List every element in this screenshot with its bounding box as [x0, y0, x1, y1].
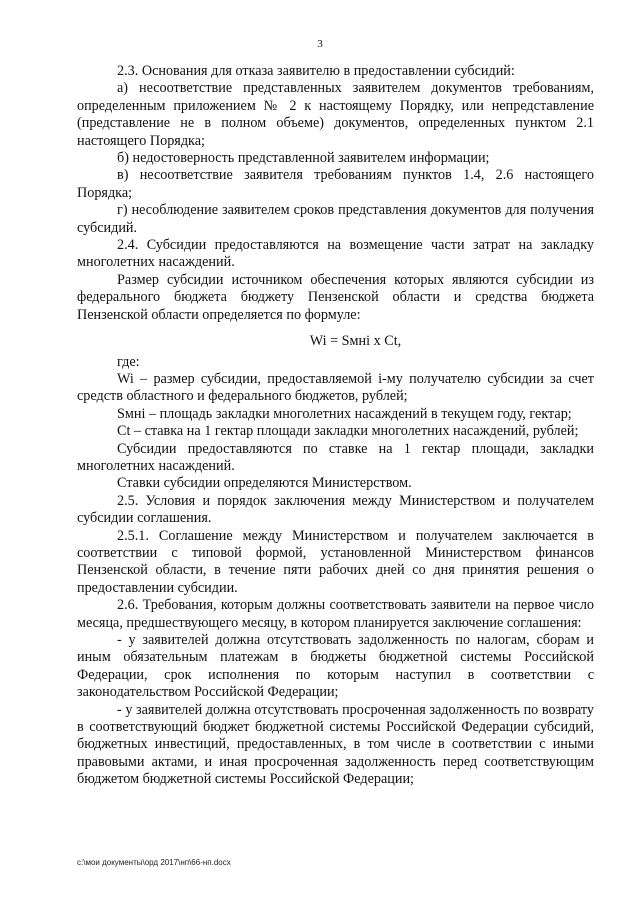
page-number: 3 [317, 38, 323, 50]
paragraph-2-5: 2.5. Условия и порядок заключения между Министерством и получателем субсидии соглашения. [77, 492, 594, 527]
paragraph-subsidy-size: Размер субсидии источником обеспечения которых являются субсидии из федерального бюджета бюджету Пензенской области и средства бюджета Пензенской области определяется по формуле: [77, 271, 594, 323]
requirement-tax-debt: - у заявителей должна отсутствовать задолженность по налогам, сборам и иным обязательным платежам в бюджеты бюджетной системы Российской Федерации, срок исполнения по которым наступил в соответствии с законодательством Российской Федерации; [77, 632, 594, 701]
requirement-overdue-debt: - у заявителей должна отсутствовать просроченная задолженность по возврату в соответствующий бюджет бюджетной системы Российской Федерации субсидий, бюджетных инвестиций, предоставленных, в том числе в соответствии с иными правовыми актами, и иная просроченная задолженность перед соответствующим бюджетом бюджетной системы Российской Федерации; [77, 701, 594, 788]
paragraph-subsidy-rate: Субсидии предоставляются по ставке на 1 гектар площади, закладки многолетних насаждений. [77, 440, 594, 474]
paragraph-2-3: 2.3. Основания для отказа заявителю в предоставлении субсидий: [117, 63, 515, 79]
where-label: где: [117, 353, 140, 370]
paragraph-2-3-v: в) несоответствие заявителя требованиям пунктов 1.4, 2.6 настоящего Порядка; [77, 167, 594, 201]
paragraph-2-3-g: г) несоблюдение заявителем сроков представления документов для получения субсидий. [77, 202, 594, 236]
paragraph-rates-ministry: Ставки субсидии определяются Министерством. [117, 475, 412, 492]
paragraph-2-3-b: б) недостоверность представленной заявителем информации; [117, 150, 490, 167]
definition-ct: Ct – ставка на 1 гектар площади закладки многолетних насаждений, рублей; [117, 423, 579, 440]
definition-wi: Wi – размер субсидии, предоставляемой i-му получателю субсидии за счет средств областного и федерального бюджетов, рублей; [77, 370, 594, 405]
paragraph-2-5-1: 2.5.1. Соглашение между Министерством и получателем заключается в соответствии с типовой формой, установленной Министерством финансов Пензенской области, в течение пяти рабочих дней со дня принятия решения о предоставлении субсидии. [77, 527, 594, 596]
footer-file-path: c:\мои документы\орд 2017\нп\66-нп.docx [77, 858, 231, 867]
paragraph-2-6: 2.6. Требования, которым должны соответствовать заявители на первое число месяца, предшествующего месяцу, в котором планируется заключение соглашения: [77, 597, 594, 631]
paragraph-2-3-a: а) несоответствие представленных заявителем документов требованиям, определенным приложением № 2 к настоящему Порядку, или непредставление (представление не в полном объеме) документов, определенных пунктом 2.1 настоящего Порядка; [77, 80, 594, 149]
definition-smni: Sмнi – площадь закладки многолетних насаждений в текущем году, гектар; [117, 405, 572, 422]
subsidy-formula: Wi = Sмнi x Ct, [309, 333, 402, 350]
document-body [77, 63, 594, 789]
paragraph-2-4: 2.4. Субсидии предоставляются на возмещение части затрат на закладку многолетних насаждений. [77, 237, 594, 271]
